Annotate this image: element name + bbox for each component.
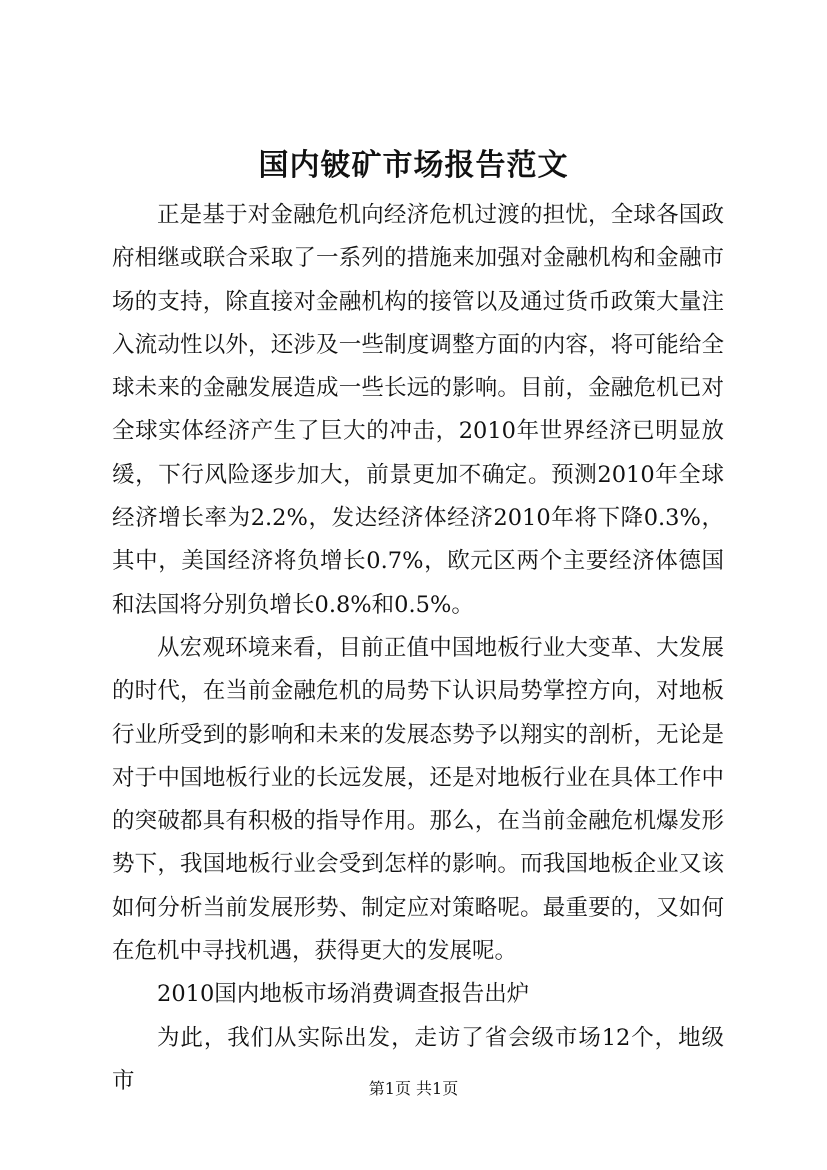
paragraph-1: 正是基于对金融危机向经济危机过渡的担忧，全球各国政府相继或联合采取了一系列的措施来加强对金融机构和金融市场的支持，除直接对金融机构的接管以及通过货币政策大量注入流动性以外，还涉及一些制度调整方面的内容，将可能给全球未来的金融发展造成一些长远的影响。目前，金融危机已对全球实体经济产生了巨大的冲击，2010年世界经济已明显放缓，下行风险逐步加大，前景更加不确定。预测2010年全球经济增长率为2.2%，发达经济体经济2010年将下降0.3%，其中，美国经济将负增长0.7%，欧元区两个主要经济体德国和法国将分别负增长0.8%和0.5%。 bbox=[112, 202, 724, 618]
paragraph-3: 2010国内地板市场消费调查报告出炉 bbox=[157, 981, 530, 1008]
paragraph-2: 从宏观环境来看，目前正值中国地板行业大变革、大发展的时代，在当前金融危机的局势下认识局势掌控方向，对地板行业所受到的影响和未来的发展态势予以翔实的剖析，无论是对于中国地板行业的长远发展，还是对地板行业在具体工作中的突破都具有积极的指导作用。那么，在当前金融危机爆发形势下，我国地板行业会受到怎样的影响。而我国地板企业又该如何分析当前发展形势、制定应对策略呢。最重要的，又如何在危机中寻找机遇，获得更大的发展呢。 bbox=[112, 634, 724, 965]
paragraph-4: 为此，我们从实际出发，走访了省会级市场12个，地级市 bbox=[112, 1024, 724, 1094]
document-body bbox=[112, 194, 724, 1103]
page-footer: 第1页 共1页 bbox=[368, 1079, 459, 1098]
document-title: 国内铍矿市场报告范文 bbox=[258, 148, 569, 183]
